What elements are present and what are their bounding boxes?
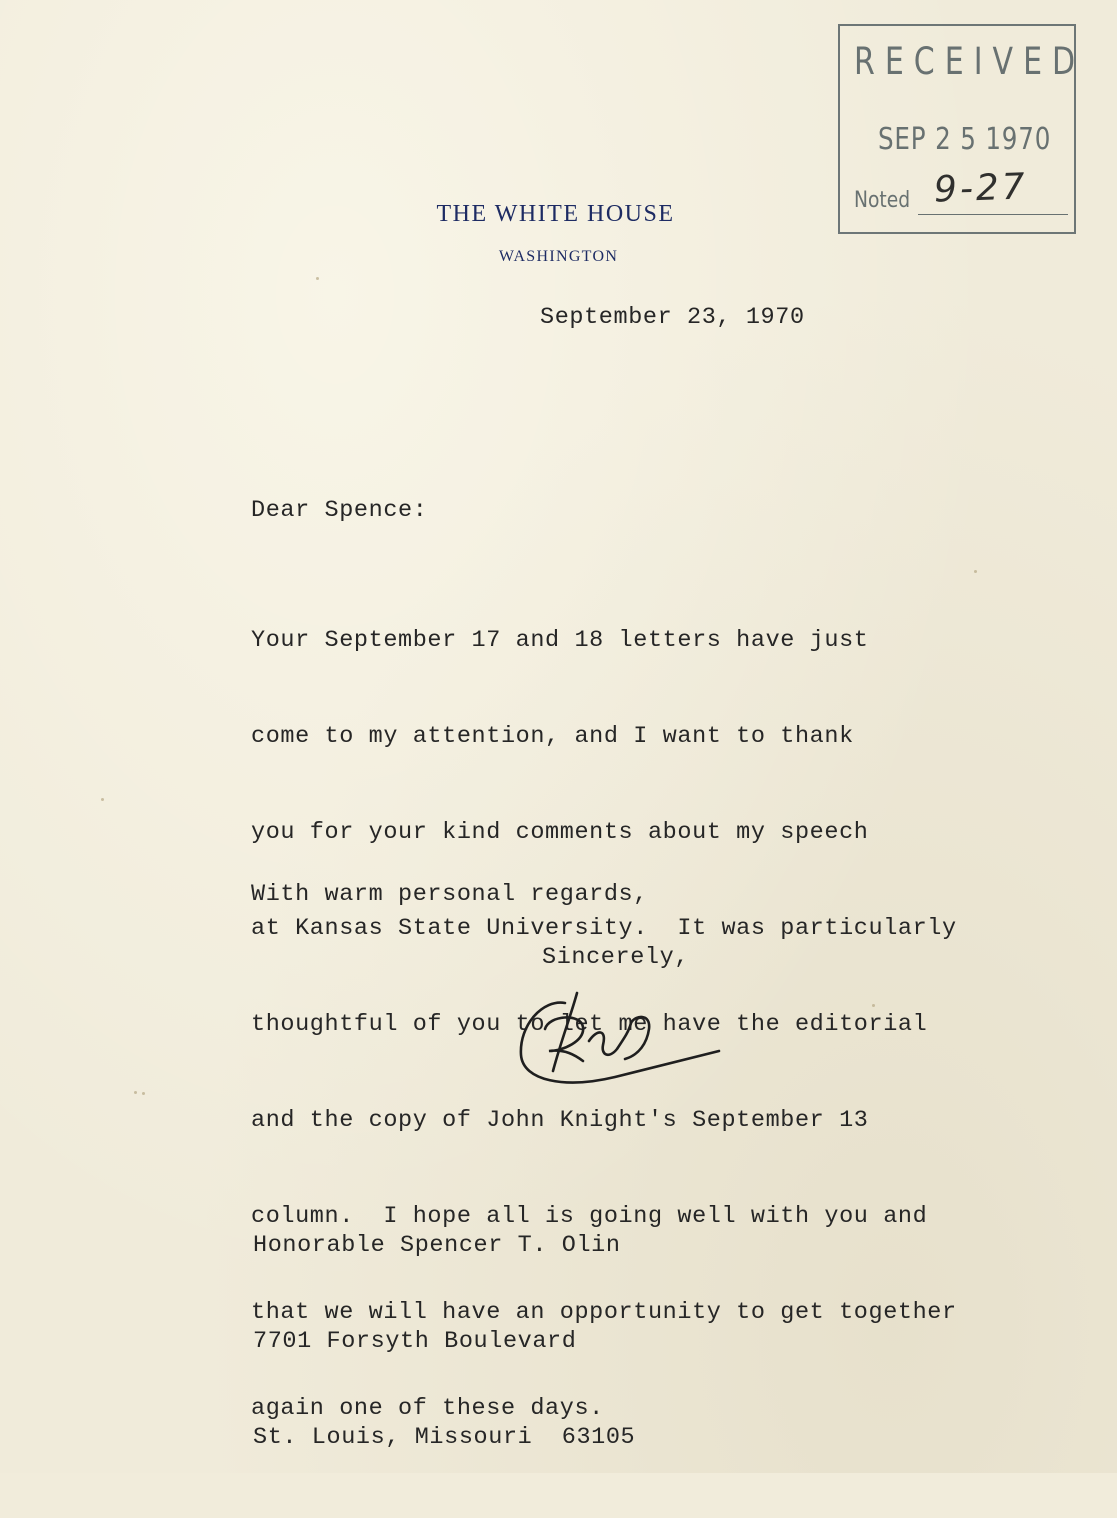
paper-speck xyxy=(142,1092,145,1095)
letterhead-subtitle-text: WASHINGTON xyxy=(498,248,619,265)
stamp-received-label: RECEIVED xyxy=(854,40,1086,84)
paper-speck xyxy=(101,798,104,801)
stamp-noted-label: Noted xyxy=(854,188,911,213)
body-line: you for your kind comments about my speech xyxy=(251,819,869,846)
closing: With warm personal regards, xyxy=(251,881,648,908)
body-line: come to my attention, and I want to thank xyxy=(251,723,854,750)
body-line: Your September 17 and 18 letters have just xyxy=(251,627,869,654)
letterhead-title xyxy=(0,201,1117,228)
paper-speck xyxy=(974,570,977,573)
paper-speck xyxy=(872,1004,875,1007)
letterhead-subtitle xyxy=(0,248,1117,266)
body-line: that we will have an opportunity to get together xyxy=(251,1299,957,1326)
signoff: Sincerely, xyxy=(542,944,690,971)
signature xyxy=(505,985,735,1095)
body-line: column. I hope all is going well with you and xyxy=(251,1203,928,1230)
body-line: and the copy of John Knight's September 13 xyxy=(251,1107,869,1134)
letterhead-title-text: THE WHITE HOUSE xyxy=(436,201,675,227)
paper-speck xyxy=(134,1091,137,1094)
stamp-noted-handwritten-date: 9-27 xyxy=(933,166,1029,211)
recipient-street: 7701 Forsyth Boulevard xyxy=(253,1328,577,1355)
body-line: thoughtful of you to let me have the editorial xyxy=(251,1011,928,1038)
salutation: Dear Spence: xyxy=(251,497,428,524)
recipient-city: St. Louis, Missouri 63105 xyxy=(253,1424,636,1451)
stamp-date: SEP 2 5 1970 xyxy=(878,122,1052,157)
paper-speck xyxy=(316,277,319,280)
recipient-name: Honorable Spencer T. Olin xyxy=(253,1232,621,1259)
recipient-address xyxy=(253,1166,635,1518)
letter-date: September 23, 1970 xyxy=(540,304,805,331)
body-line: again one of these days. xyxy=(251,1395,604,1422)
body-line: at Kansas State University. It was particularly xyxy=(251,915,957,942)
